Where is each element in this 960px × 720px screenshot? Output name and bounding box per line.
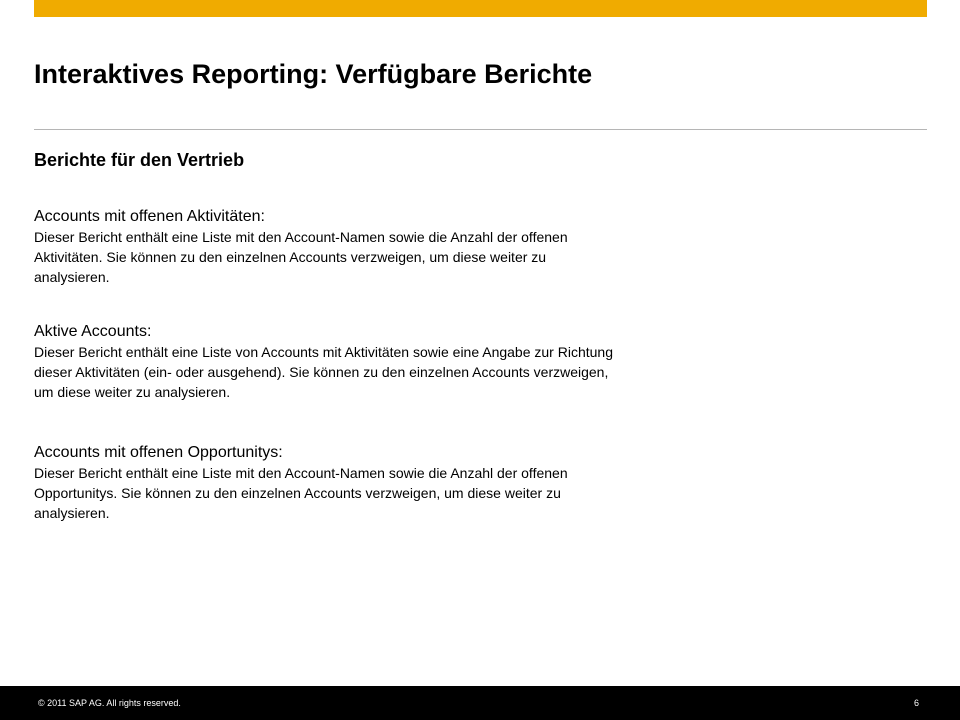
- footer-bar: [0, 686, 960, 720]
- section-heading: Berichte für den Vertrieb: [34, 150, 245, 170]
- report-description-line: Dieser Bericht enthält eine Liste mit den Account-Namen sowie die Anzahl der offenen: [34, 465, 568, 481]
- report-item: [34, 207, 834, 287]
- report-description: [34, 463, 834, 523]
- copyright-notice: © 2011 SAP AG. All rights reserved.: [38, 698, 181, 708]
- report-description: [34, 227, 834, 287]
- report-description-line: Aktivitäten. Sie können zu den einzelnen Accounts verzweigen, um diese weiter zu: [34, 249, 547, 265]
- slide-title: Interaktives Reporting: Verfügbare Berichte: [34, 59, 593, 89]
- report-item: [34, 443, 834, 523]
- report-name: Aktive Accounts:: [34, 323, 152, 340]
- report-description-line: um diese weiter zu analysieren.: [34, 384, 231, 400]
- report-item: [34, 322, 834, 402]
- report-description: [34, 342, 834, 402]
- report-name: Accounts mit offenen Opportunitys:: [34, 444, 283, 461]
- report-description-line: analysieren.: [34, 269, 110, 285]
- page-number: 6: [913, 698, 919, 708]
- report-description-line: Dieser Bericht enthält eine Liste mit den Account-Namen sowie die Anzahl der offenen: [34, 229, 568, 245]
- report-description-line: Dieser Bericht enthält eine Liste von Accounts mit Aktivitäten sowie eine Angabe zur Richtung: [34, 344, 613, 360]
- report-name: Accounts mit offenen Aktivitäten:: [34, 208, 265, 225]
- report-description-line: Opportunitys. Sie können zu den einzelnen Accounts verzweigen, um diese weiter zu: [34, 485, 561, 501]
- accent-bar: [34, 0, 927, 17]
- title-divider: [34, 129, 927, 130]
- report-description-line: analysieren.: [34, 505, 110, 521]
- report-description-line: dieser Aktivitäten (ein- oder ausgehend). Sie können zu den einzelnen Accounts verzweigen,: [34, 364, 609, 380]
